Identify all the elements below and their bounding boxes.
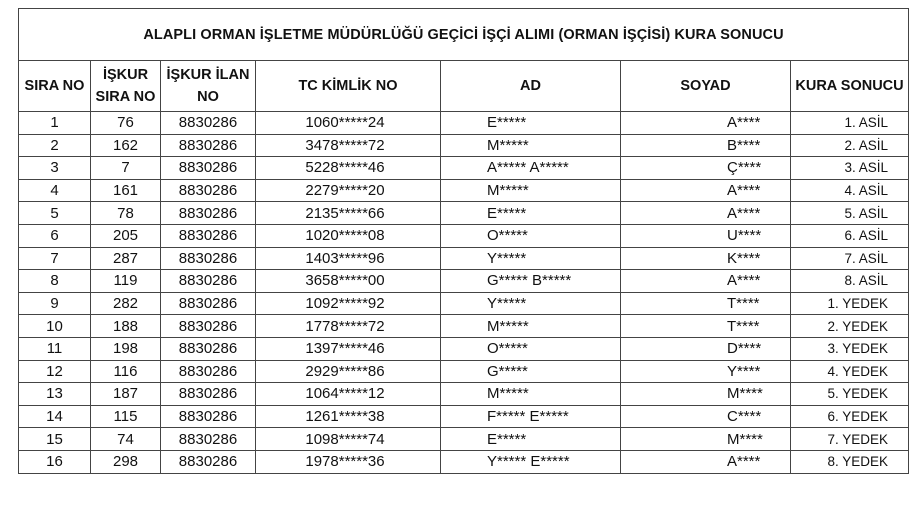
cell-ad: M***** — [441, 179, 621, 202]
cell-sira-no: 2 — [19, 134, 91, 157]
cell-sira-no: 12 — [19, 360, 91, 383]
cell-iskur-sira-no: 198 — [91, 337, 161, 360]
cell-kura-sonucu: 2. YEDEK — [791, 315, 909, 338]
table-row — [19, 134, 909, 157]
cell-iskur-sira-no: 119 — [91, 270, 161, 293]
header-iskur-ilan-line2: NO — [197, 89, 219, 105]
cell-ad: G***** B***** — [441, 270, 621, 293]
cell-soyad: T**** — [621, 292, 791, 315]
cell-kura-sonucu: 5. YEDEK — [791, 383, 909, 406]
cell-sira-no: 9 — [19, 292, 91, 315]
cell-soyad: Ç**** — [621, 157, 791, 180]
cell-iskur-sira-no: 115 — [91, 405, 161, 428]
header-soyad: SOYAD — [621, 61, 791, 112]
cell-kura-sonucu: 8. YEDEK — [791, 450, 909, 473]
cell-tc-kimlik-no: 2929*****86 — [256, 360, 441, 383]
cell-iskur-sira-no: 162 — [91, 134, 161, 157]
table-row — [19, 428, 909, 451]
cell-ad: Y***** — [441, 247, 621, 270]
cell-iskur-ilan-no: 8830286 — [161, 405, 256, 428]
cell-ad: M***** — [441, 315, 621, 338]
cell-soyad: C**** — [621, 405, 791, 428]
table-row — [19, 383, 909, 406]
cell-iskur-sira-no: 282 — [91, 292, 161, 315]
cell-iskur-ilan-no: 8830286 — [161, 360, 256, 383]
cell-soyad: A**** — [621, 270, 791, 293]
lottery-results-sheet — [18, 8, 908, 474]
cell-tc-kimlik-no: 2279*****20 — [256, 179, 441, 202]
header-iskur-ilan-no — [161, 61, 256, 112]
cell-sira-no: 5 — [19, 202, 91, 225]
cell-iskur-sira-no: 187 — [91, 383, 161, 406]
cell-kura-sonucu: 2. ASİL — [791, 134, 909, 157]
cell-iskur-ilan-no: 8830286 — [161, 112, 256, 135]
cell-soyad: A**** — [621, 112, 791, 135]
table-row — [19, 450, 909, 473]
lottery-results-table — [18, 8, 909, 474]
cell-iskur-ilan-no: 8830286 — [161, 337, 256, 360]
cell-soyad: M**** — [621, 428, 791, 451]
cell-sira-no: 10 — [19, 315, 91, 338]
cell-kura-sonucu: 1. YEDEK — [791, 292, 909, 315]
table-row — [19, 292, 909, 315]
cell-iskur-ilan-no: 8830286 — [161, 270, 256, 293]
cell-kura-sonucu: 7. YEDEK — [791, 428, 909, 451]
table-row — [19, 247, 909, 270]
title-row — [19, 9, 909, 61]
header-iskur-sira-no — [91, 61, 161, 112]
table-row — [19, 337, 909, 360]
cell-kura-sonucu: 3. ASİL — [791, 157, 909, 180]
cell-tc-kimlik-no: 5228*****46 — [256, 157, 441, 180]
cell-sira-no: 3 — [19, 157, 91, 180]
table-row — [19, 224, 909, 247]
cell-tc-kimlik-no: 1778*****72 — [256, 315, 441, 338]
cell-iskur-ilan-no: 8830286 — [161, 428, 256, 451]
cell-kura-sonucu: 5. ASİL — [791, 202, 909, 225]
cell-iskur-sira-no: 7 — [91, 157, 161, 180]
header-row — [19, 61, 909, 112]
cell-sira-no: 14 — [19, 405, 91, 428]
cell-iskur-sira-no: 298 — [91, 450, 161, 473]
cell-soyad: Y**** — [621, 360, 791, 383]
cell-sira-no: 7 — [19, 247, 91, 270]
table-row — [19, 270, 909, 293]
cell-sira-no: 8 — [19, 270, 91, 293]
header-iskur-sira-line1: İŞKUR — [102, 67, 149, 83]
cell-tc-kimlik-no: 2135*****66 — [256, 202, 441, 225]
cell-kura-sonucu: 6. YEDEK — [791, 405, 909, 428]
cell-ad: M***** — [441, 134, 621, 157]
cell-ad: Y***** — [441, 292, 621, 315]
cell-iskur-ilan-no: 8830286 — [161, 292, 256, 315]
cell-kura-sonucu: 3. YEDEK — [791, 337, 909, 360]
table-body — [19, 112, 909, 474]
cell-soyad: A**** — [621, 179, 791, 202]
cell-kura-sonucu: 8. ASİL — [791, 270, 909, 293]
cell-tc-kimlik-no: 1098*****74 — [256, 428, 441, 451]
cell-ad: Y***** E***** — [441, 450, 621, 473]
cell-iskur-sira-no: 205 — [91, 224, 161, 247]
cell-sira-no: 11 — [19, 337, 91, 360]
cell-iskur-ilan-no: 8830286 — [161, 450, 256, 473]
cell-sira-no: 13 — [19, 383, 91, 406]
cell-ad: O***** — [441, 224, 621, 247]
header-ad: AD — [441, 61, 621, 112]
table-row — [19, 202, 909, 225]
cell-tc-kimlik-no: 1064*****12 — [256, 383, 441, 406]
cell-iskur-ilan-no: 8830286 — [161, 179, 256, 202]
cell-sira-no: 15 — [19, 428, 91, 451]
header-iskur-ilan-line1: İŞKUR İLAN — [166, 67, 250, 83]
cell-soyad: U**** — [621, 224, 791, 247]
cell-soyad: M**** — [621, 383, 791, 406]
cell-tc-kimlik-no: 1020*****08 — [256, 224, 441, 247]
cell-kura-sonucu: 4. ASİL — [791, 179, 909, 202]
cell-kura-sonucu: 6. ASİL — [791, 224, 909, 247]
cell-iskur-sira-no: 76 — [91, 112, 161, 135]
cell-iskur-ilan-no: 8830286 — [161, 315, 256, 338]
cell-soyad: T**** — [621, 315, 791, 338]
cell-ad: O***** — [441, 337, 621, 360]
cell-ad: A***** A***** — [441, 157, 621, 180]
cell-tc-kimlik-no: 1397*****46 — [256, 337, 441, 360]
cell-sira-no: 16 — [19, 450, 91, 473]
cell-tc-kimlik-no: 3658*****00 — [256, 270, 441, 293]
cell-iskur-ilan-no: 8830286 — [161, 383, 256, 406]
table-row — [19, 157, 909, 180]
cell-iskur-sira-no: 78 — [91, 202, 161, 225]
cell-iskur-ilan-no: 8830286 — [161, 202, 256, 225]
cell-kura-sonucu: 1. ASİL — [791, 112, 909, 135]
cell-ad: G***** — [441, 360, 621, 383]
cell-iskur-sira-no: 74 — [91, 428, 161, 451]
cell-iskur-sira-no: 161 — [91, 179, 161, 202]
cell-ad: E***** — [441, 428, 621, 451]
cell-iskur-sira-no: 188 — [91, 315, 161, 338]
table-row — [19, 405, 909, 428]
header-tc-kimlik-no: TC KİMLİK NO — [256, 61, 441, 112]
cell-soyad: A**** — [621, 202, 791, 225]
cell-iskur-ilan-no: 8830286 — [161, 157, 256, 180]
table-row — [19, 112, 909, 135]
cell-tc-kimlik-no: 1060*****24 — [256, 112, 441, 135]
table-row — [19, 179, 909, 202]
cell-iskur-ilan-no: 8830286 — [161, 247, 256, 270]
document-title: ALAPLI ORMAN İŞLETME MÜDÜRLÜĞÜ GEÇİCİ İŞÇİ ALIMI (ORMAN İŞÇİSİ) KURA SONUCU — [19, 9, 909, 61]
cell-kura-sonucu: 4. YEDEK — [791, 360, 909, 383]
cell-soyad: K**** — [621, 247, 791, 270]
header-iskur-sira-line2: SIRA NO — [95, 89, 156, 105]
cell-soyad: B**** — [621, 134, 791, 157]
cell-iskur-sira-no: 116 — [91, 360, 161, 383]
header-kura-sonucu: KURA SONUCU — [791, 61, 909, 112]
cell-ad: M***** — [441, 383, 621, 406]
cell-ad: E***** — [441, 202, 621, 225]
cell-tc-kimlik-no: 1092*****92 — [256, 292, 441, 315]
cell-sira-no: 4 — [19, 179, 91, 202]
cell-sira-no: 6 — [19, 224, 91, 247]
cell-soyad: A**** — [621, 450, 791, 473]
cell-sira-no: 1 — [19, 112, 91, 135]
header-sira-no: SIRA NO — [19, 61, 91, 112]
cell-tc-kimlik-no: 1403*****96 — [256, 247, 441, 270]
cell-iskur-sira-no: 287 — [91, 247, 161, 270]
table-row — [19, 315, 909, 338]
cell-iskur-ilan-no: 8830286 — [161, 224, 256, 247]
cell-kura-sonucu: 7. ASİL — [791, 247, 909, 270]
cell-ad: F***** E***** — [441, 405, 621, 428]
cell-iskur-ilan-no: 8830286 — [161, 134, 256, 157]
cell-tc-kimlik-no: 3478*****72 — [256, 134, 441, 157]
cell-soyad: D**** — [621, 337, 791, 360]
cell-tc-kimlik-no: 1978*****36 — [256, 450, 441, 473]
cell-ad: E***** — [441, 112, 621, 135]
table-row — [19, 360, 909, 383]
cell-tc-kimlik-no: 1261*****38 — [256, 405, 441, 428]
